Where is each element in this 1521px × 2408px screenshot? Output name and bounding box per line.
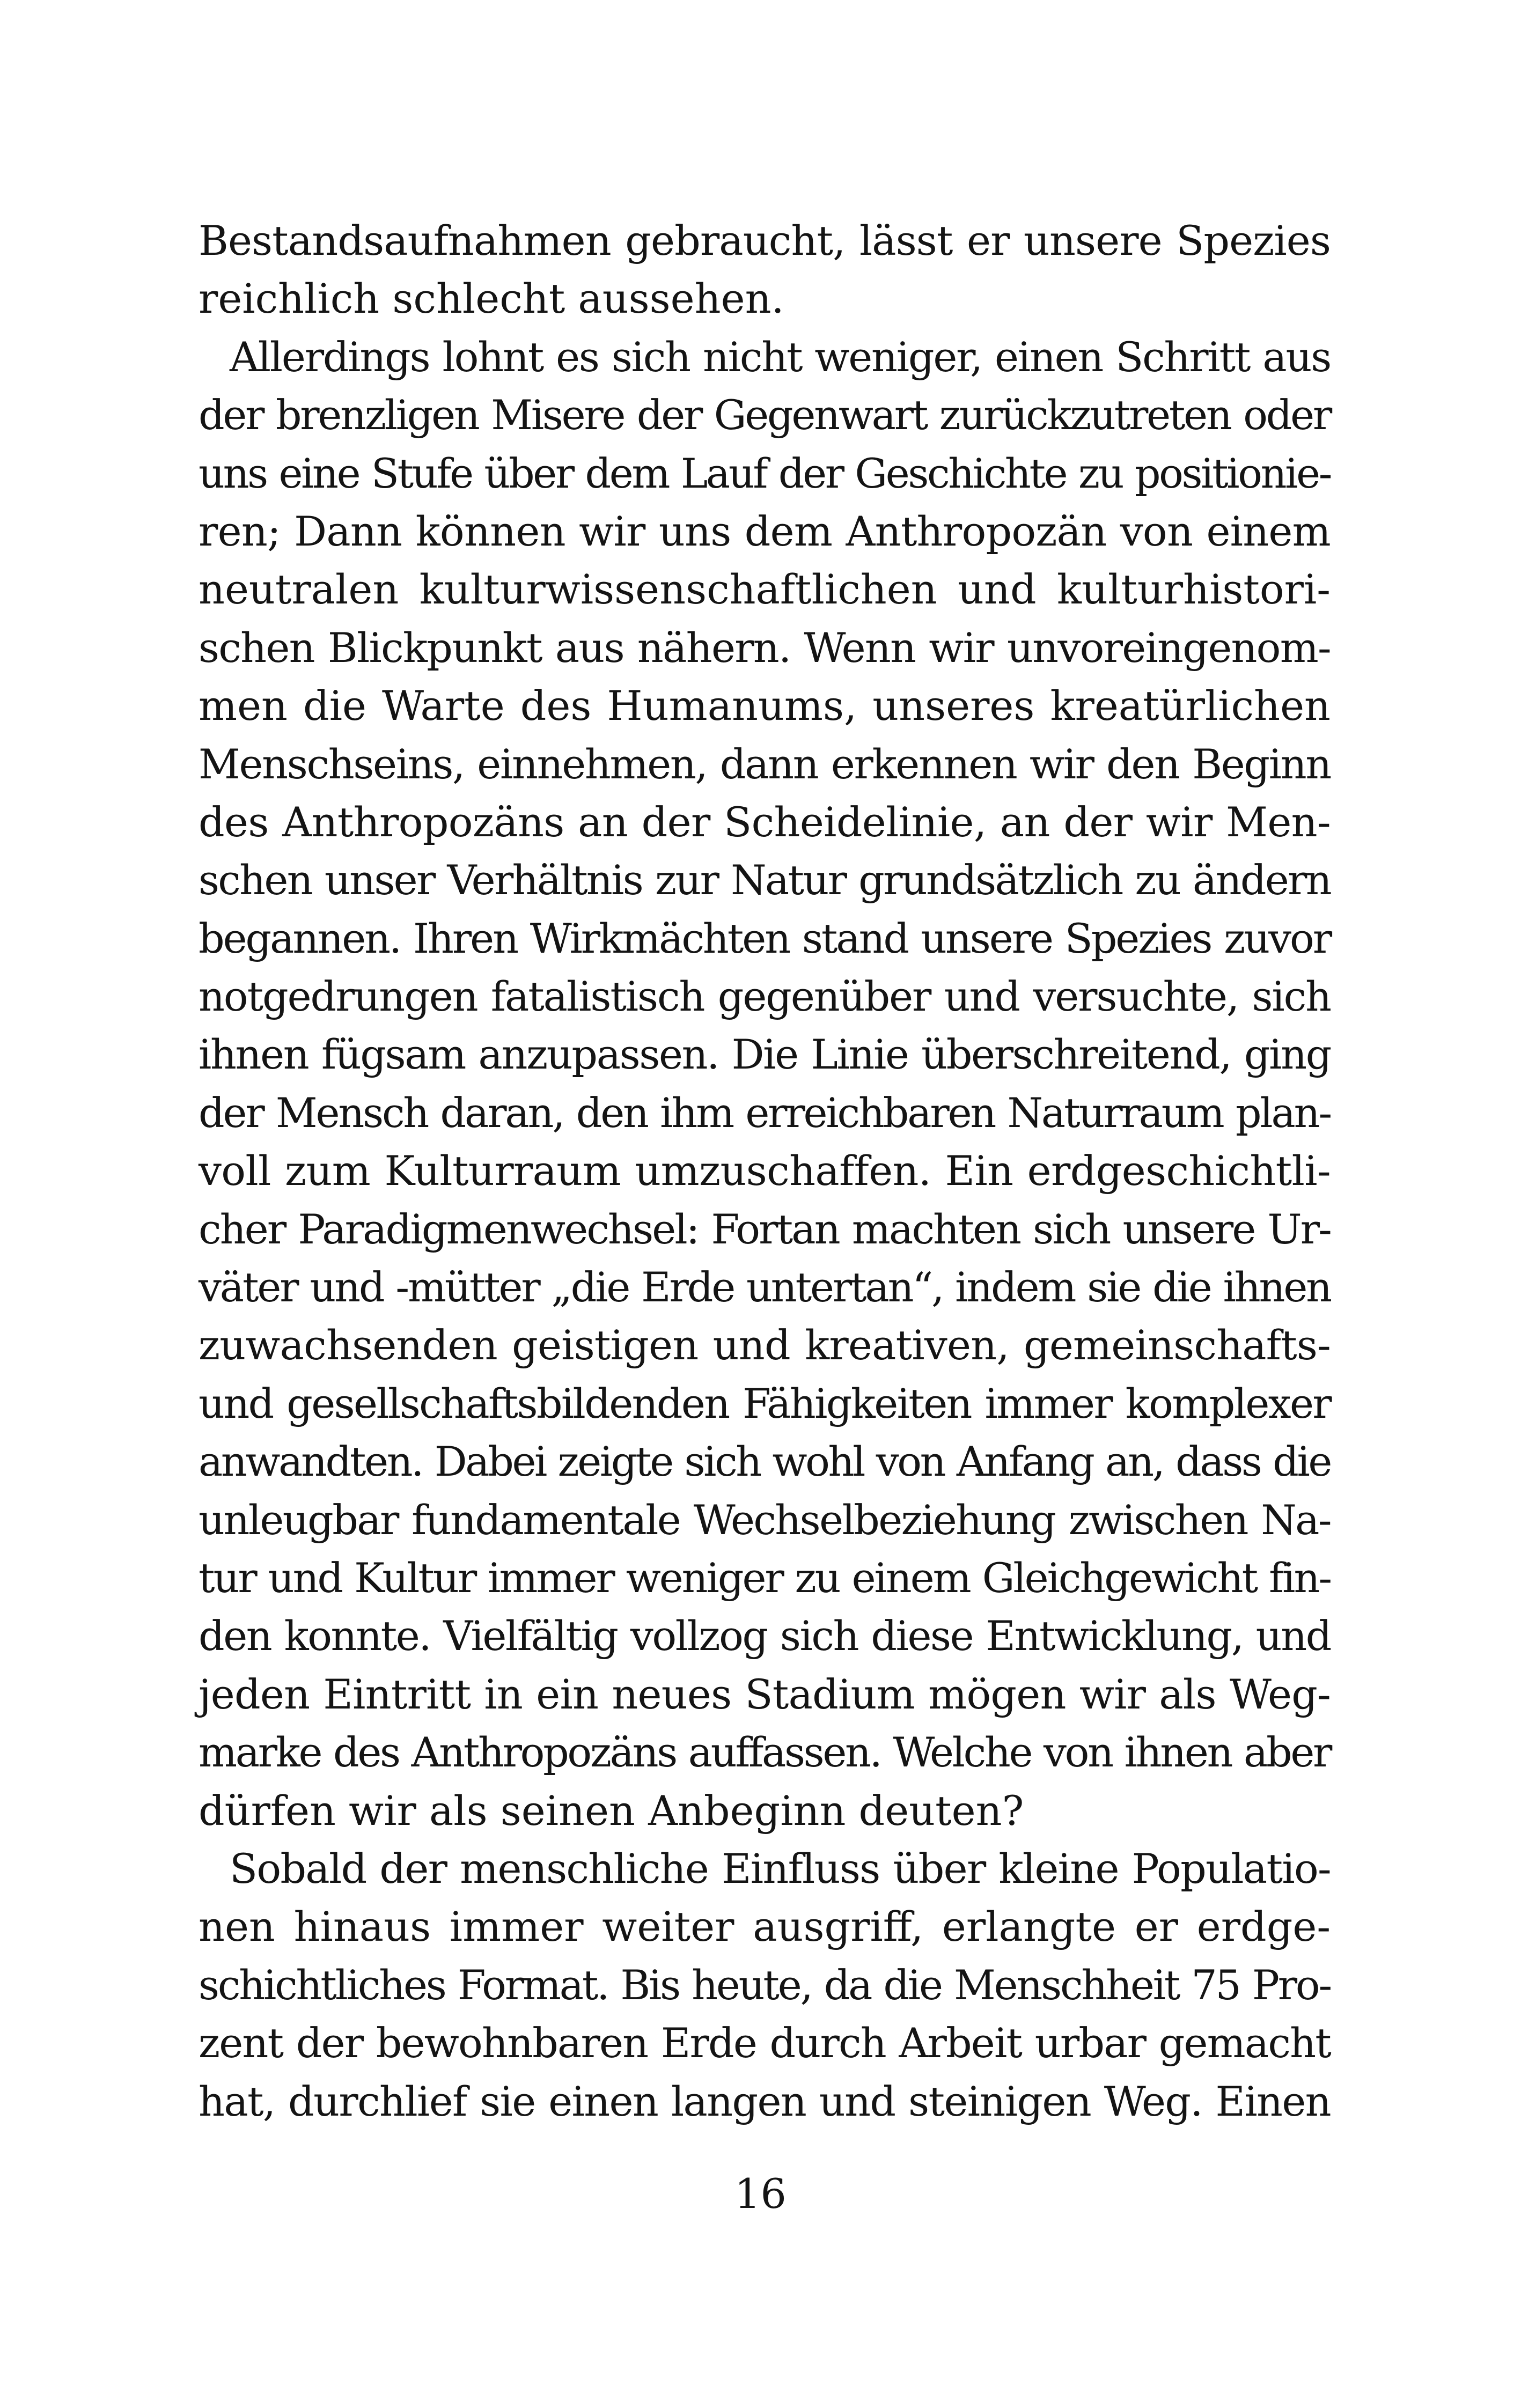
text-line: reichlich schlecht aussehen. (199, 275, 784, 323)
text-line: schen unser Verhältnis zur Natur grundsätzlich zu ändern (199, 856, 1331, 904)
text-line: schichtliches Format. Bis heute, da die Menschheit 75 Pro- (199, 1961, 1331, 2009)
text-line: Sobald der menschliche Einfluss über kleine Populatio- (230, 1844, 1331, 1892)
text-line: men die Warte des Humanums, unseres kreatürlichen (199, 682, 1331, 730)
paragraph (199, 328, 1331, 1840)
text-line: ren; Dann können wir uns dem Anthropozän von einem (199, 507, 1331, 555)
text-line: des Anthropozäns an der Scheidelinie, an der wir Men- (199, 798, 1331, 846)
page-body-text (199, 212, 1331, 2131)
text-line: schen Blickpunkt aus nähern. Wenn wir unvoreingenom- (199, 623, 1331, 672)
text-line: anwandten. Dabei zeigte sich wohl von Anfang an, dass die (199, 1438, 1331, 1486)
text-line: begannen. Ihren Wirkmächten stand unsere Spezies zuvor (199, 914, 1331, 962)
text-line: voll zum Kulturraum umzuschaffen. Ein erdgeschichtli- (199, 1147, 1331, 1195)
text-line: cher Paradigmenwechsel: Fortan machten sich unsere Ur- (199, 1205, 1331, 1253)
text-line: uns eine Stufe über dem Lauf der Geschichte zu positionie- (199, 449, 1331, 497)
page-number: 16 (734, 2170, 787, 2218)
text-line: Allerdings lohnt es sich nicht weniger, einen Schritt aus (230, 333, 1331, 381)
paragraph (199, 1840, 1331, 2131)
text-line: der brenzligen Misere der Gegenwart zurückzutreten oder (199, 391, 1331, 439)
text-line: tur und Kultur immer weniger zu einem Gleichgewicht fin- (199, 1553, 1331, 1602)
text-line: zent der bewohnbaren Erde durch Arbeit urbar gemacht (199, 2019, 1331, 2067)
text-line: und gesellschaftsbildenden Fähigkeiten immer komplexer (199, 1379, 1331, 1427)
paragraph (199, 212, 1331, 328)
text-line: hat, durchlief sie einen langen und steinigen Weg. Einen (199, 2077, 1331, 2125)
text-line: Bestandsaufnahmen gebraucht, lässt er unsere Spezies (199, 217, 1331, 264)
text-line: zuwachsenden geistigen und kreativen, gemeinschafts- (199, 1321, 1331, 1369)
text-line: Menschseins, einnehmen, dann erkennen wir den Beginn (199, 740, 1331, 788)
text-line: der Mensch daran, den ihm erreichbaren Naturraum plan- (199, 1088, 1331, 1137)
text-line: notgedrungen fatalistisch gegenüber und versuchte, sich (199, 973, 1331, 1021)
text-line: nen hinaus immer weiter ausgriff, erlangte er erdge- (199, 1903, 1331, 1951)
text-line: väter und -mütter „die Erde untertan“, indem sie die ihnen (199, 1263, 1331, 1312)
text-line: marke des Anthropozäns auffassen. Welche von ihnen aber (199, 1728, 1331, 1777)
text-line: unleugbar fundamentale Wechselbeziehung zwischen Na- (199, 1496, 1331, 1544)
text-line: dürfen wir als seinen Anbeginn deuten? (199, 1786, 1024, 1835)
text-line: den konnte. Vielfältig vollzog sich diese Entwicklung, und (199, 1612, 1331, 1660)
text-line: jeden Eintritt in ein neues Stadium mögen wir als Weg- (199, 1670, 1331, 1718)
text-line: neutralen kulturwissenschaftlichen und kulturhistori- (199, 565, 1331, 614)
text-line: ihnen fügsam anzupassen. Die Linie überschreitend, ging (199, 1030, 1331, 1079)
